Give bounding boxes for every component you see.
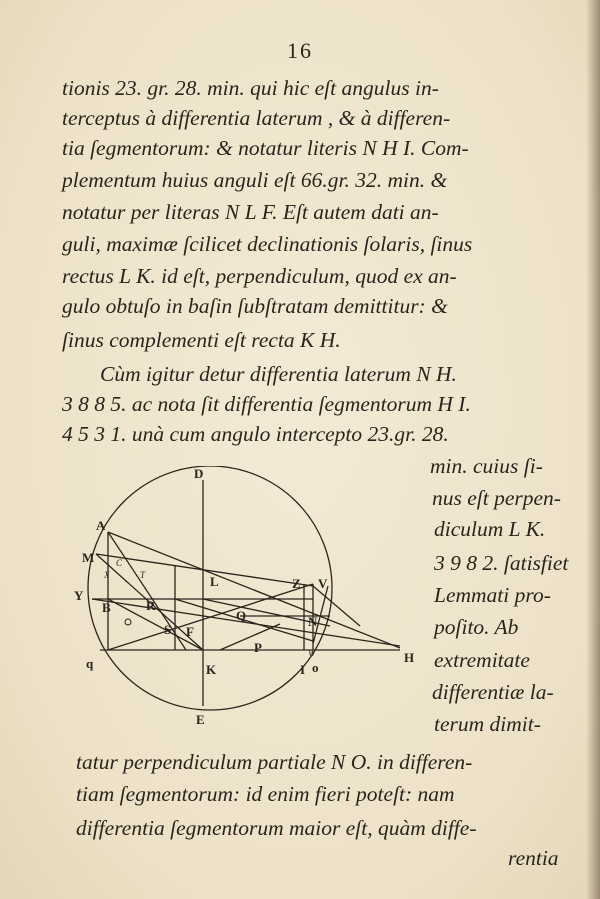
label-f: F [186, 624, 194, 639]
label-w: W [308, 648, 316, 658]
text-line-20: differentiæ la- [432, 680, 554, 704]
label-a: A [96, 518, 106, 533]
text-line-17: Lemmati pro- [434, 583, 551, 607]
text-line-12: 4 5 3 1. unà cum angulo intercepto 23.gr. 28. [62, 422, 449, 446]
label-o: o [312, 660, 319, 675]
page-number: 16 [287, 38, 313, 63]
text-line-11: 3 8 8 5. ac nota ſit differentia ſegmentorum H I. [62, 392, 471, 416]
text-line-19: extremitate [434, 648, 530, 672]
label-z: Z [292, 576, 301, 591]
label-c: C [116, 558, 123, 568]
label-k: K [206, 662, 217, 677]
text-line-23: tiam ſegmentorum: id enim fieri poteſt: nam [76, 782, 455, 806]
text-line-21: terum dimit- [434, 712, 541, 736]
text-line-14: nus eſt perpen- [432, 486, 561, 510]
text-line-6: guli, maximæ ſcilicet declinationis ſolaris, ſinus [62, 232, 473, 256]
label-d: D [194, 466, 204, 481]
label-n: N [308, 614, 318, 629]
label-m: M [82, 550, 95, 565]
label-q: q [86, 656, 94, 671]
text-line-5: notatur per literas N L F. Eſt autem dati an- [62, 200, 439, 224]
label-t: T [140, 570, 146, 580]
label-e: E [196, 712, 205, 727]
label-q-upper: Q [236, 608, 247, 623]
text-line-25: rentia [508, 846, 559, 870]
text-line-24: differentia ſegmentorum maior eſt, quàm diffe- [76, 816, 477, 840]
text-line-13: min. cuius ſi- [430, 454, 543, 478]
text-line-10: Cùm igitur detur differentia laterum N H. [100, 362, 457, 386]
geometric-diagram [60, 466, 430, 731]
label-s: S [164, 622, 172, 637]
text-line-2: terceptus à differentia laterum , & à differen- [62, 106, 451, 130]
text-line-8: gulo obtuſo in baſin ſubſtratam demittitur: & [62, 294, 448, 318]
text-line-22: tatur perpendiculum partiale N O. in differen- [76, 750, 473, 774]
label-r: R [146, 598, 156, 613]
text-line-15: diculum L K. [434, 517, 546, 541]
text-line-4: plementum huius anguli eſt 66.gr. 32. min. & [62, 168, 448, 192]
text-line-16: 3 9 8 2. ſatisfiet [434, 551, 569, 575]
page-edge-shadow [586, 0, 600, 899]
label-i: I [300, 662, 306, 677]
label-h: H [404, 650, 415, 665]
text-line-1: tionis 23. gr. 28. min. qui hic eſt angulus in- [62, 76, 439, 100]
text-line-9: ſinus complementi eſt recta K H. [62, 328, 341, 352]
label-v: V [318, 576, 328, 591]
label-y: Y [74, 588, 84, 603]
label-b: B [102, 600, 111, 615]
text-line-3: tia ſegmentorum: & notatur literis N H I. Com- [62, 136, 469, 160]
text-line-7: rectus L K. id eſt, perpendiculum, quod ex an- [62, 264, 457, 288]
label-p: P [254, 640, 262, 655]
text-line-18: poſito. Ab [434, 615, 519, 639]
label-x: X [104, 570, 110, 580]
label-l: L [210, 574, 219, 589]
